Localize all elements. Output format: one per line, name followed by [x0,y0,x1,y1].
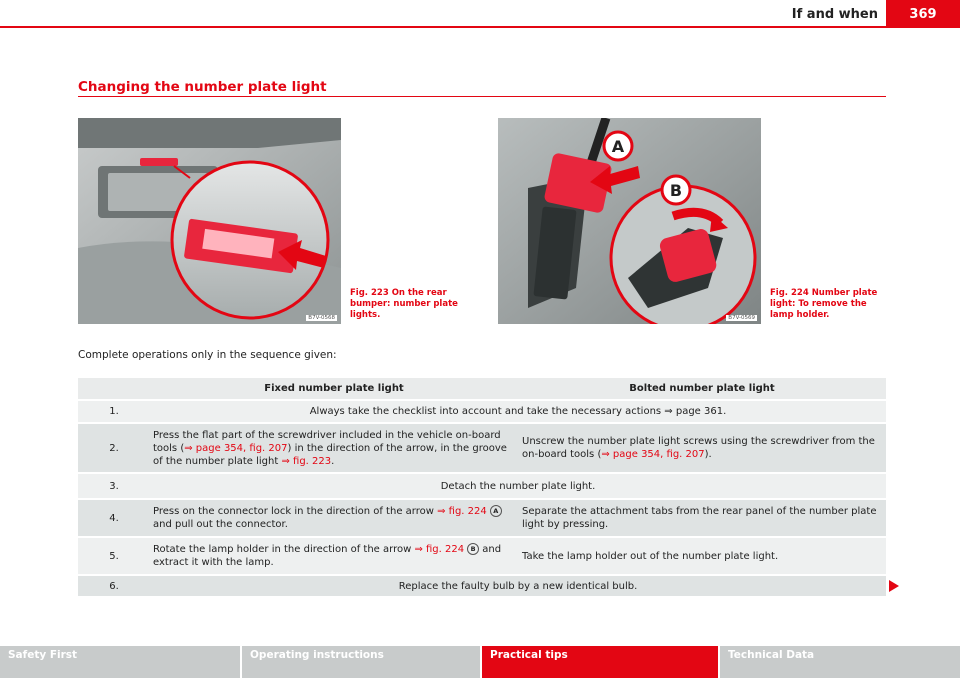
lamp-holder-illustration [498,118,761,324]
text: Rotate the lamp holder in the direction of the arrow [153,544,415,555]
figure-223-image [78,118,341,324]
step-number: 1. [78,400,150,423]
header-rule [0,26,960,28]
header-fixed: Fixed number plate light [150,378,518,400]
figure-224-image [498,118,761,324]
callout-badge: A [490,505,502,517]
footer-tab-technical-data[interactable]: Technical Data [728,649,815,661]
step-text: Detach the number plate light. [150,473,886,499]
text: Press the flat part of the screwdriver included in the vehicle on-board tools ( [153,429,501,454]
text: Press on the connector lock in the direction of the arrow [153,506,438,517]
figure-reference-link[interactable]: ⇒ fig. 224 [414,544,465,555]
text: ) in the direction of the arrow, in the groove of the number plate light [153,442,507,467]
bumper-illustration [78,118,341,324]
page-reference-link[interactable]: ⇒ page 354, fig. 207 [601,449,705,460]
step-number: 5. [78,537,150,575]
figure-reference-link[interactable]: ⇒ fig. 224 [437,506,487,517]
text: Unscrew the number plate light screws using the screwdriver from the on-board tools ( [522,436,875,460]
chapter-title: If and when [791,7,878,22]
figure-code: B7V-0569 [728,315,755,321]
section-rule [78,96,886,97]
step-text-bolted: Take the lamp holder out of the number plate light. [518,537,886,575]
step-text: Always take the checklist into account and take the necessary actions ⇒ page 361. [150,400,886,423]
table-row [78,423,886,473]
step-number: 6. [78,575,150,597]
step-number: 2. [78,423,150,473]
step-number: 4. [78,499,150,537]
section-title: Changing the number plate light [78,79,327,95]
callout-badge: B [467,543,479,555]
header-bolted: Bolted number plate light [518,378,886,400]
step-text-fixed [150,537,518,575]
label-a: A [611,137,625,156]
footer-nav [0,646,960,678]
footer-tab-practical-tips[interactable]: Practical tips [482,646,718,678]
table-row [78,400,886,423]
step-text: Replace the faulty bulb by a new identical bulb. [150,575,886,597]
steps-table [78,378,886,598]
next-page-arrow-icon[interactable] [889,580,899,592]
label-b: B [669,181,683,200]
footer-tab-safety-first[interactable]: Safety First [8,649,78,661]
table-row [78,575,886,597]
step-text-fixed [150,499,518,537]
text: ). [704,449,712,460]
figure-code: B7V-0568 [308,315,335,321]
intro-text: Complete operations only in the sequence given: [78,349,337,361]
text: and pull out the connector. [153,519,288,530]
figure-223-caption: Fig. 223 On the rear bumper: number plate lights. [350,288,458,320]
figure-224-caption: Fig. 224 Number plate light: To remove the lamp holder. [770,288,878,320]
step-text-fixed [150,423,518,473]
table-row [78,473,886,499]
figure-reference-link[interactable]: ⇒ fig. 223 [281,455,332,467]
step-number: 3. [78,473,150,499]
table-row [78,537,886,575]
page-reference-link[interactable]: ⇒ page 354, fig. 207 [184,442,288,454]
page-number: 369 [886,0,960,28]
step-text-bolted: Separate the attachment tabs from the rear panel of the number plate light by pressing. [518,499,886,537]
step-text-bolted [518,423,886,473]
header-blank [78,378,150,400]
table-row [78,499,886,537]
text: . [331,455,335,467]
text: and extract it with the lamp. [153,544,502,568]
footer-tab-operating-instructions[interactable]: Operating instructions [250,649,384,661]
